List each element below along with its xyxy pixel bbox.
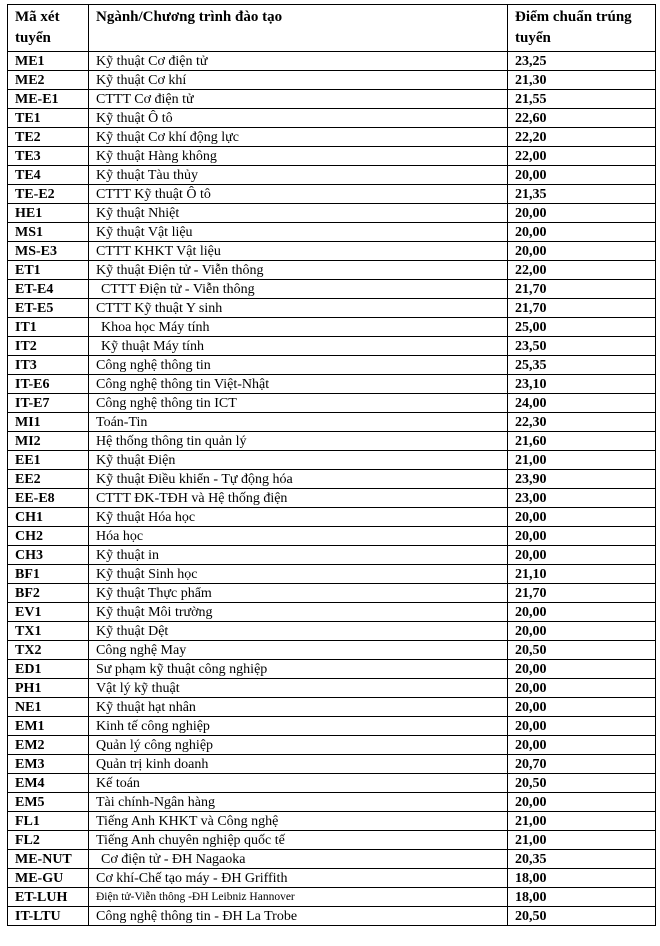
row-code: EM4 [8,774,89,793]
row-program: Kỹ thuật Dệt [89,622,508,641]
row-program: CTTT Kỹ thuật Y sinh [89,299,508,318]
row-program: Kinh tế công nghiệp [89,717,508,736]
row-program: Khoa học Máy tính [89,318,508,337]
table-row [8,90,656,109]
row-code: TE-E2 [8,185,89,204]
row-program: Toán-Tin [89,413,508,432]
row-program: Sư phạm kỹ thuật công nghiệp [89,660,508,679]
row-code: EM2 [8,736,89,755]
row-code: MS1 [8,223,89,242]
table-row [8,907,656,926]
table-row [8,147,656,166]
row-code: IT-E7 [8,394,89,413]
row-program: Công nghệ thông tin - ĐH La Trobe [89,907,508,926]
table-row [8,622,656,641]
row-program: Kỹ thuật Cơ khí [89,71,508,90]
column-header-code: Mã xét tuyển [8,5,89,52]
row-code: ME1 [8,52,89,71]
row-score: 20,00 [508,166,656,185]
row-score: 20,50 [508,774,656,793]
table-row [8,337,656,356]
table-row [8,869,656,888]
row-code: IT-E6 [8,375,89,394]
row-code: IT2 [8,337,89,356]
row-code: TX2 [8,641,89,660]
row-code: MI2 [8,432,89,451]
table-row [8,356,656,375]
table-row [8,280,656,299]
table-row [8,660,656,679]
row-code: ME2 [8,71,89,90]
row-program: Kỹ thuật hạt nhân [89,698,508,717]
row-program: CTTT KHKT Vật liệu [89,242,508,261]
row-score: 21,10 [508,565,656,584]
row-score: 21,30 [508,71,656,90]
row-score: 21,60 [508,432,656,451]
table-row [8,546,656,565]
row-score: 22,60 [508,109,656,128]
row-code: IT3 [8,356,89,375]
row-code: IT1 [8,318,89,337]
row-code: NE1 [8,698,89,717]
row-score: 20,00 [508,527,656,546]
table-row [8,223,656,242]
row-program: Kỹ thuật Thực phẩm [89,584,508,603]
row-score: 20,00 [508,736,656,755]
table-body [8,52,656,926]
table-row [8,812,656,831]
row-score: 23,50 [508,337,656,356]
row-program: Kỹ thuật Vật liệu [89,223,508,242]
table-row [8,679,656,698]
row-code: TE2 [8,128,89,147]
row-program: Cơ điện tử - ĐH Nagaoka [89,850,508,869]
admission-score-table [7,4,656,926]
row-program: Kỹ thuật Hóa học [89,508,508,527]
row-score: 21,35 [508,185,656,204]
column-header-program: Ngành/Chương trình đào tạo [89,5,508,52]
table-row [8,508,656,527]
row-score: 20,00 [508,660,656,679]
row-score: 23,10 [508,375,656,394]
row-program: Kỹ thuật Sinh học [89,565,508,584]
row-program: Kế toán [89,774,508,793]
row-code: EM3 [8,755,89,774]
row-code: ED1 [8,660,89,679]
row-score: 20,35 [508,850,656,869]
row-code: EE-E8 [8,489,89,508]
row-program: Công nghệ thông tin [89,356,508,375]
table-row [8,128,656,147]
row-score: 20,00 [508,223,656,242]
row-score: 20,70 [508,755,656,774]
table-row [8,413,656,432]
table-row [8,185,656,204]
row-code: IT-LTU [8,907,89,926]
row-code: ME-NUT [8,850,89,869]
row-code: ET-E4 [8,280,89,299]
table-row [8,166,656,185]
row-score: 23,25 [508,52,656,71]
row-score: 18,00 [508,869,656,888]
row-program: Kỹ thuật Tàu thủy [89,166,508,185]
table-row [8,375,656,394]
row-program: Công nghệ May [89,641,508,660]
row-score: 20,00 [508,698,656,717]
column-header-score: Điểm chuẩn trúng tuyển [508,5,656,52]
row-code: HE1 [8,204,89,223]
row-code: ET-LUH [8,888,89,907]
row-program: CTTT ĐK-TĐH và Hệ thống điện [89,489,508,508]
table-row [8,527,656,546]
table-row [8,774,656,793]
row-code: EV1 [8,603,89,622]
header-row [8,5,656,52]
row-program: CTTT Kỹ thuật Ô tô [89,185,508,204]
table-header [8,5,656,52]
table-row [8,489,656,508]
row-program: Tiếng Anh chuyên nghiệp quốc tế [89,831,508,850]
row-program: CTTT Cơ điện tử [89,90,508,109]
row-program: Tiếng Anh KHKT và Công nghệ [89,812,508,831]
table-row [8,603,656,622]
row-score: 20,00 [508,546,656,565]
row-code: MS-E3 [8,242,89,261]
row-code: TE3 [8,147,89,166]
row-program: Kỹ thuật in [89,546,508,565]
row-score: 22,30 [508,413,656,432]
row-program: Kỹ thuật Nhiệt [89,204,508,223]
row-code: BF2 [8,584,89,603]
row-score: 22,20 [508,128,656,147]
row-score: 20,00 [508,679,656,698]
table-row [8,888,656,907]
row-program: Công nghệ thông tin Việt-Nhật [89,375,508,394]
row-program: Kỹ thuật Điện [89,451,508,470]
row-score: 22,00 [508,261,656,280]
row-program: Hệ thống thông tin quản lý [89,432,508,451]
table-row [8,565,656,584]
row-score: 25,35 [508,356,656,375]
row-score: 21,55 [508,90,656,109]
row-code: TE4 [8,166,89,185]
table-row [8,584,656,603]
row-code: FL1 [8,812,89,831]
table-row [8,52,656,71]
row-program: Kỹ thuật Điện tử - Viễn thông [89,261,508,280]
row-score: 20,00 [508,622,656,641]
row-program: Quản lý công nghiệp [89,736,508,755]
row-code: FL2 [8,831,89,850]
row-score: 23,00 [508,489,656,508]
table-row [8,394,656,413]
row-code: ET1 [8,261,89,280]
row-code: BF1 [8,565,89,584]
row-code: EE2 [8,470,89,489]
row-program: Hóa học [89,527,508,546]
row-code: TE1 [8,109,89,128]
table-row [8,261,656,280]
row-score: 22,00 [508,147,656,166]
row-program: Quản trị kinh doanh [89,755,508,774]
row-code: TX1 [8,622,89,641]
row-code: ME-E1 [8,90,89,109]
row-program: Điện tử-Viễn thông -ĐH Leibniz Hannover [89,888,508,907]
row-score: 21,00 [508,451,656,470]
table-row [8,736,656,755]
row-program: Kỹ thuật Cơ khí động lực [89,128,508,147]
table-row [8,71,656,90]
row-program: CTTT Điện tử - Viễn thông [89,280,508,299]
row-score: 21,70 [508,299,656,318]
table-row [8,793,656,812]
row-program: Cơ khí-Chế tạo máy - ĐH Griffith [89,869,508,888]
row-code: ET-E5 [8,299,89,318]
table-row [8,204,656,223]
table-row [8,299,656,318]
row-program: Kỹ thuật Ô tô [89,109,508,128]
row-code: CH2 [8,527,89,546]
row-score: 20,00 [508,508,656,527]
row-program: Kỹ thuật Cơ điện tử [89,52,508,71]
row-code: ME-GU [8,869,89,888]
row-code: EE1 [8,451,89,470]
table-row [8,242,656,261]
row-score: 20,50 [508,907,656,926]
row-score: 24,00 [508,394,656,413]
row-score: 21,00 [508,812,656,831]
table-row [8,109,656,128]
row-score: 18,00 [508,888,656,907]
table-row [8,318,656,337]
table-row [8,432,656,451]
row-score: 20,00 [508,793,656,812]
table-row [8,717,656,736]
row-program: Tài chính-Ngân hàng [89,793,508,812]
table-row [8,698,656,717]
row-program: Công nghệ thông tin ICT [89,394,508,413]
row-score: 23,90 [508,470,656,489]
row-program: Kỹ thuật Môi trường [89,603,508,622]
row-score: 25,00 [508,318,656,337]
row-program: Kỹ thuật Hàng không [89,147,508,166]
table-row [8,470,656,489]
table-row [8,755,656,774]
row-program: Vật lý kỹ thuật [89,679,508,698]
row-score: 21,00 [508,831,656,850]
table-row [8,451,656,470]
table-row [8,850,656,869]
row-code: CH3 [8,546,89,565]
row-code: EM1 [8,717,89,736]
row-score: 20,00 [508,603,656,622]
row-score: 20,50 [508,641,656,660]
row-code: PH1 [8,679,89,698]
row-program: Kỹ thuật Máy tính [89,337,508,356]
row-code: MI1 [8,413,89,432]
table-row [8,831,656,850]
row-score: 20,00 [508,204,656,223]
row-score: 21,70 [508,280,656,299]
row-code: CH1 [8,508,89,527]
row-score: 20,00 [508,242,656,261]
row-code: EM5 [8,793,89,812]
row-program: Kỹ thuật Điều khiển - Tự động hóa [89,470,508,489]
row-score: 20,00 [508,717,656,736]
table-row [8,641,656,660]
row-score: 21,70 [508,584,656,603]
